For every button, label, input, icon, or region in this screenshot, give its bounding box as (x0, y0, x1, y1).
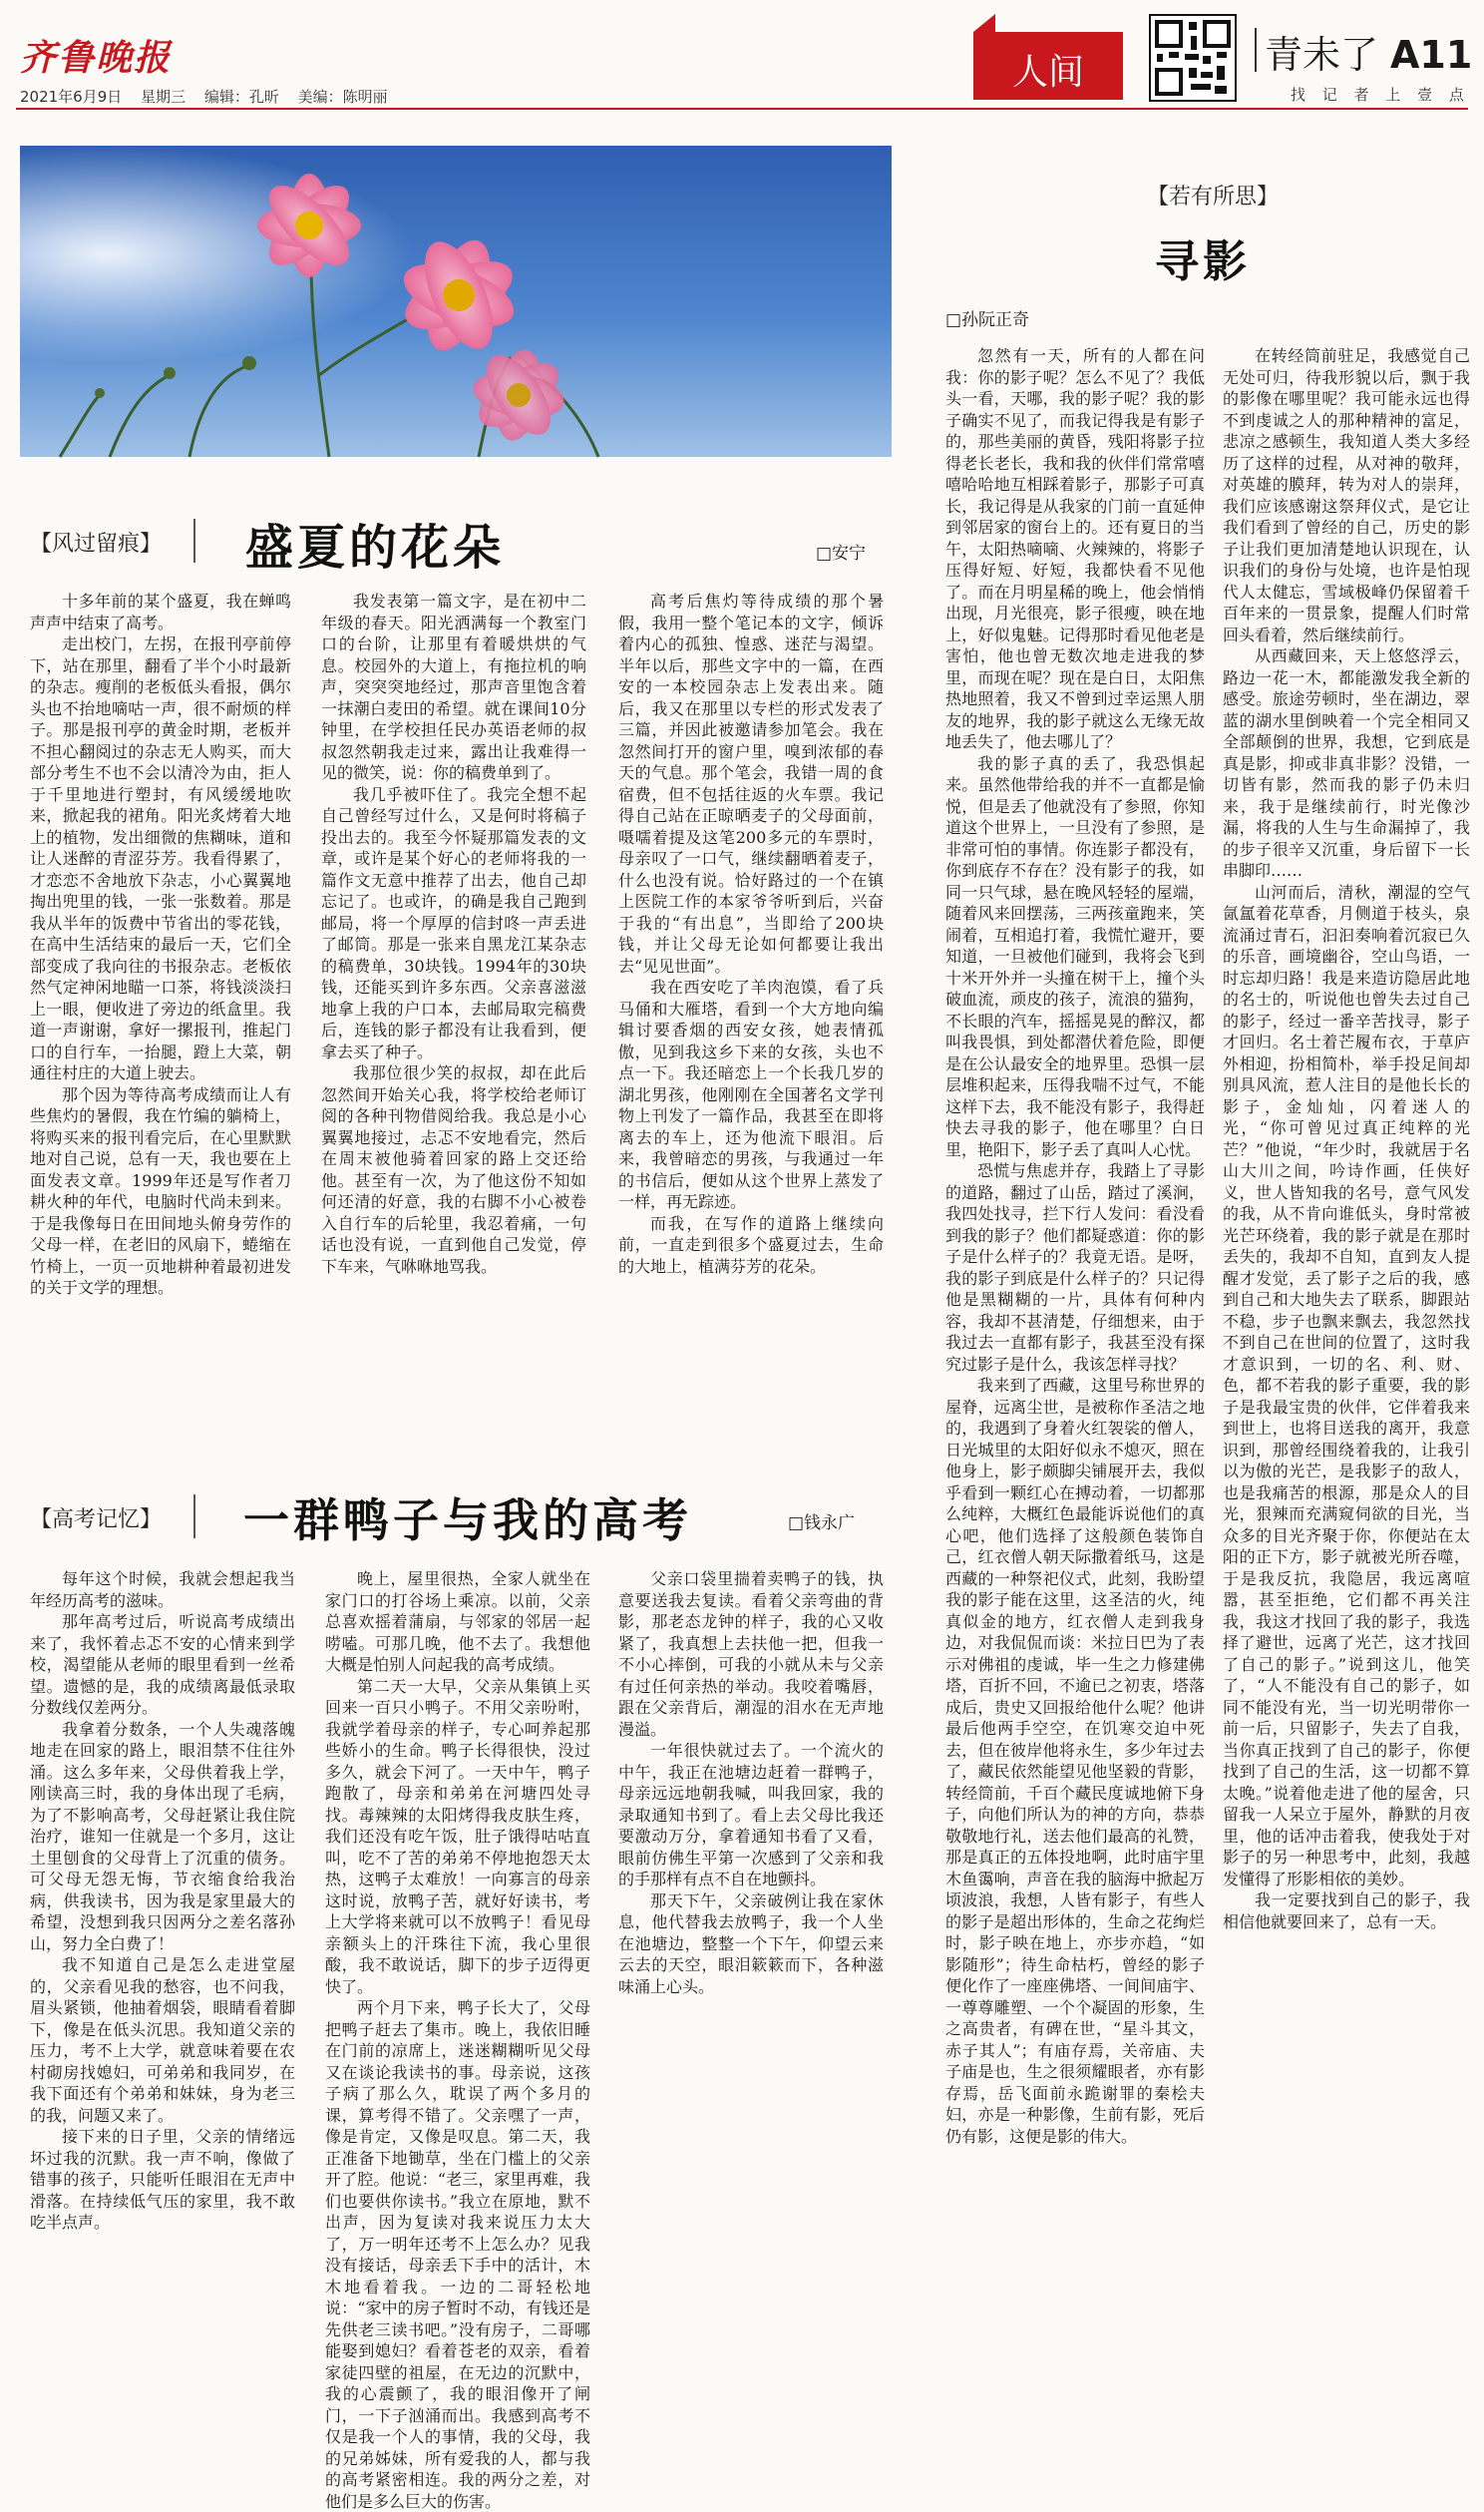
supplement-name: 青未了 (1265, 33, 1379, 77)
article-2-body-col-3: 父亲口袋里揣着卖鸭子的钱，执意要送我去复读。看着父亲弯曲的背影，那老态龙钟的样子，我的心又收紧了，我真想上去扶他一把，但我一不小心摔倒，可我的小就从未与父亲有过任何亲热的举动。我咬着嘴唇，跟在父亲背后，潮湿的泪水在无声地漫溢。 一年很快就过去了。一个流火的中午，我正在池塘边赶着一群鸭子，母亲远远地朝我喊，叫我回家，我的录取通知书到了。看上去父母比我还要激动万分，拿着通知书看了又看，眼前仿佛生平第一次感到了父亲和我的手那样有点不自在地颤抖。 那天下午，父亲破例让我在家休息，他代替我去放鸭子，我一个人坐在池塘边，整整一个下午，仰望云来云去的天空，眼泪簌簌而下，各种滋味涌上心头。 (618, 1569, 884, 1996)
designer-credit: 美编：陈明丽 (297, 88, 388, 106)
section-badge (973, 14, 1123, 100)
article-3-body-col-1: 忽然有一天，所有的人都在问我：你的影子呢？怎么不见了？我低头一看，天哪，我的影子呢？我的影子确实不见了，而我记得我是有影子的，那些美丽的黄昏，残阳将影子拉得老长老长，我和我的伙伴们常常嘻嘻哈哈地互相踩着影子，那影子可真长，我记得是从我家的门前一直延伸到邻居家的窗台上的。还有夏日的当午，太阳热嘀嘀、火辣辣的，将影子压得好短、好短，我都快看不见他了。而在月明星稀的晚上，他会悄悄出现，月光很亮，影子很瘦，映在地上，好似鬼魅。记得那时看见他老是害怕，他也曾无数次地走进我的梦里，而现在呢？现在是白日，太阳焦热地照着，我又不曾到过幸运黑人朋友的地界，我的影子就这么无缘无故地丢失了，他去哪儿了？ 我的影子真的丢了，我恐惧起来。虽然他带给我的并不一直都是愉悦，但是丢了他就没有了参照，你知道这个世界上，一旦没有了参照，是非常可怕的事情。你连影子都没有，你到底存不存在？没有影子的我，如同一只气球，悬在晚风轻轻的屋端，随着风来回摆荡，三两孩童跑来，笑闹着，互相追打着，我慌忙避开，要知道，一旦被他们碰到，我将会飞到十米开外并一头撞在树干上，撞个头破血流，顽皮的孩子，流浪的猫狗，不长眼的汽车，摇摇晃晃的醉汉，都叫我畏惧，到处都潜伏着危险，即便是在公认最安全的地界里。恐惧一层层堆积起来，压得我喘不过气，不能这样下去，我不能没有影子，我得赶快去寻我的影子，他在哪里？白日里，艳阳下，影子丢了真叫人心忧。 恐慌与焦虑并存，我踏上了寻影的道路，翻过了山岳，踏过了溪涧，我四处找寻，拦下行人发问：看没看到我的影子？他们都疑惑道：你的影子是什么样子的？我竟无语。是呀，我的影子到底是什么样子的？只记得他是黑糊糊的一片，具体有何种内容，我却不甚清楚，仔细想来，由于我过去一直都有影子，我甚至没有探究过影子是什么，我该怎样寻找？ 我来到了西藏，这里号称世界的屋脊，远离尘世，是被称作圣洁之地的，我遇到了身着火红袈裟的僧人，日光城里的太阳好似永不熄灭，照在他身上，影子颇脚尖铺展开去，我似乎看到一颗红心在搏动着，一切都那么纯粹，大概红色最能诉说他们的真心吧，他们选择了这般颜色装饰自己，红衣僧人朝天际撒着纸马，这是西藏的一种祭祀仪式，此刻，我盼望我的影子能在这里，这圣洁的火，纯真似金的地方，红衣僧人走到我身边，对我侃侃而谈：米拉日巴为了表示对佛祖的虔诚，毕一生之力修建佛塔，百折不回，不逾已之初衷，塔落成后，贵史又回报给他什么呢？他讲最后他两手空空，在饥寒交迫中死去，但在彼岸他将永生，多少年过去了，藏民依然能望见他坚毅的背影，转经筒前，千百个藏民度诚地俯下身子，向他们所认为的神的方向，恭恭敬敬地行礼，送去他们最高的礼赞，那是真正的五体投地啊，此时庙宇里木鱼霭响，声音在我的脑海中掀起万顷波浪，我想，人皆有影子，有些人的影子是超出形体的，生命之花绚烂时，影子映在地上，亦步亦趋，“如影随形”；待生命枯朽，曾经的影子便化作了一座座佛塔、一间间庙宇、一尊尊雕塑、一个个凝固的形象，生之高贵者，有碑在世，“星斗其文，赤子其人”；有庙存焉，关帝庙、夫子庙是也，生之很须耀眼者，亦有影存焉，岳飞面前永跪谢罪的秦桧夫妇，亦是一种影像，生前有影，死后仍有影，这便是影的伟大。 (945, 346, 1205, 2146)
article-2-author: □钱永广 (788, 1513, 856, 1533)
header-separator-2 (193, 1494, 195, 1538)
article-1-title: 盛夏的花朵 (245, 520, 506, 576)
article-1-body-col-1: 十多年前的某个盛夏，我在蝉鸣声声中结束了高考。 走出校门，左拐，在报刊亭前停下，站在那里，翻看了半个小时最新的杂志。瘦削的老板低头看报，偶尔头也不抬地嘀咕一声，很不耐烦的样子。那是报刊亭的黄金时期，老板并不担心翻阅过的杂志无人购买，而大部分考生不也不会以清冷为由，拒人于千里地进行塑封，有风缓缓地吹来，掀起我的裙角。阳光炙烤着大地上的植物，发出细微的焦糊味，道和让人迷醉的青涩芬芳。我看得累了，才恋恋不舍地放下杂志，小心翼翼地掏出兜里的钱，一张一张数着。那是我从半年的饭费中节省出的零花钱，在高中生活结束的最后一天，它们全部变成了我向往的书报杂志。老板依然气定神闲地瞄一口茶，将钱淡淡扫上一眼，便收进了旁边的纸盒里。我道一声谢谢，拿好一摞报刊，推起门口的自行车，一抬腿，蹬上大菜，朝通往村庄的大道上驶去。 那个因为等待高考成绩而让人有些焦灼的暑假，我在竹编的躺椅上，将购买来的报刊看完后，在心里默默地对自己说，总有一天，我也要在上面发表文章。1999年还是写作者刀耕火种的年代，电脑时代尚未到来。于是我像每日在田间地头俯身劳作的父母一样，在老旧的风扇下，蜷缩在竹椅上，一页一页地耕种着最初进发的关于文学的理想。 (30, 592, 291, 1297)
cosmos-flowers-photo (20, 146, 892, 457)
page-number: A11 (1390, 33, 1473, 77)
article-3-author: □孙阮正奇 (945, 310, 1030, 330)
article-1-author: □安宁 (816, 544, 867, 564)
flower (257, 174, 362, 278)
issue-date: 2021年6月9日 (20, 88, 123, 106)
issue-weekday: 星期三 (141, 88, 186, 106)
column-tag-3: 【若有所思】 (1147, 185, 1280, 209)
column-tag-1: 【风过留痕】 (30, 532, 163, 557)
title-divider (1255, 28, 1257, 72)
editor-credit: 编辑：孔昕 (203, 88, 279, 106)
header-rule (16, 108, 1468, 110)
article-3-body-col-2: 在转经筒前驻足，我感觉自己无处可归，待我形貌以后，飘于我的影像在哪里呢？我可能永远也得不到虔诚之人的那种精神的富足，悲凉之感顿生，我知道人类大多经历了这样的过程，从对神的敬拜，对英雄的膜拜，转为对人的崇拜，我们应该感谢这祭拜仪式，是它让我们看到了曾经的自己，历史的影子让我们更加清楚地认识现在，认识我们的身份与处境，也许是怕现代人太健忘，雪域极峰仍保留着千百年来的一贯景象，提醒人们时常回头看着，然后继续前行。 从西藏回来，天上悠悠浮云，路边一花一木，都能激发我全新的感受。旅途劳顿时，坐在湖边，翠蓝的湖水里倒映着一个完全相同又全部颠倒的世界，我想，它到底是真是影，抑或非真非影？没错，一切皆有影，然而我的影子仍未归来，我于是继续前行，时光像沙漏，将我的人生与生命漏掉了，我的步子很辛又沉重，身后留下一长串脚印…… 山河而后，清秋，潮湿的空气氤氲着花草香，月侧道于枝头，泉流涌过青石，汩汩奏响着沉寂已久的乐音，画境幽谷，空山鸟语，一时忘却归路！我是来造访隐居此地的名士的，听说他也曾失去过自己的影子，经过一番辛苦找寻，影子才回归。名士着芒履布衣，于草庐外相迎，扮相简朴，举手投足间却别具风流，惹人注目的是他长长的影子，金灿灿，闪着迷人的光，“你可曾见过真正纯粹的光芒？”他说，“年少时，我就居于名山大川之间，吟诗作画，任侠好义，世人皆知我的名号，意气风发的我，从不肯向谁低头，身时常被光芒环绕着，我的影子就是在那时丢失的，我却不自知，直到友人提醒才发觉，丢了影子之后的我，感到自己和大地失去了联系，脚跟站不稳，步子也飘来飘去，我忽然找不到自己在世间的位置了，这时我才意识到，一切的名、利、财、色，都不若我的影子重要，我的影子是我最宝贵的伙伴，它伴着我来到世上，也将目送我的离开，我意识到，那曾经围绕着我的，让我引以为傲的光芒，是我影子的敌人，也是我痛苦的根源，那是众人的目光，狠辣而充满窥伺欲的目光，当众多的目光齐聚于你，你便站在太阳的正下方，影子就被光所吞噬，于是我反抗，我隐居，我远离喧嚣，甚至拒绝，它们都不再关注我，我这才找回了我的影子，我选择了避世，远离了光芒，这才找回了自己的影子。”说到这儿，他笑了，“人不能没有自己的影子，如同不能没有光，当一切光明带你一前一后，只留影子，失去了自我，当你真正找到了自己的影子，你便找到了自己的生活，这一切都不算太晚。”说着他走进了他的屋舍，只留我一人呆立于屋外，静默的月夜里，他的话冲击着我，使我处于对影子的另一种思考中，此刻，我越发懂得了形影相依的美妙。 我一定要找到自己的影子，我相信他就要回来了，总有一天。 (1223, 346, 1470, 1931)
header-separator-1 (193, 519, 195, 563)
article-2-title: 一群鸭子与我的高考 (243, 1493, 692, 1547)
section-name: 人间 (1011, 52, 1084, 93)
article-2-body-col-2: 晚上，屋里很热，全家人就坐在家门口的打谷场上乘凉。以前，父亲总喜欢摇着蒲扇，与邻家的邻居一起唠嗑。可那几晚，他不去了。我想他大概是怕别人问起我的高考成绩。 第二天一大早，父亲从集镇上买回来一百只小鸭子。不用父亲吩咐，我就学着母亲的样子，专心呵养起那些娇小的生命。鸭子长得很快，没过多久，就会下河了。一天中午，鸭子跑散了，母亲和弟弟在河塘四处寻找。毒辣辣的太阳烤得我皮肤生疼，我们还没有吃午饭，肚子饿得咕咕直叫，吃不了苦的弟弟不停地抱怨天太热，这鸭子太难放！一向寡言的母亲这时说，放鸭子苦，就好好读书，考上大学将来就可以不放鸭子！看见母亲额头上的汗珠往下流，我心里很酸，我不敢说话，脚下的步子迈得更快了。 两个月下来，鸭子长大了，父母把鸭子赶去了集市。晚上，我依旧睡在门前的凉席上，迷迷糊糊听见父母又在谈论我读书的事。母亲说，这孩子病了那么久，耽误了两个多月的课，算考得不错了。父亲嘿了一声，像是肯定，又像是叹息。第二天，我正准备下地锄草，坐在门槛上的父亲开了腔。他说：“老三，家里再难，我们也要供你读书。”我立在原地，默不出声，因为复读对我来说压力太大了，万一明年还考不上怎么办？见我没有接话，母亲丢下手中的活计，木木地看着我。一边的二哥轻松地说：“家中的房子暂时不动，有钱还是先供老三读书吧。”没有房子，二哥哪能娶到媳妇？看着苍老的双亲，看着家徒四壁的祖屋，在无边的沉默中，我的心震颤了，我的眼泪像开了闸门，一下子汹涌而出。我感到高考不仅是我一个人的事情，我的父母，我的兄弟姊妹，所有爱我的人，都与我的高考紧密相连。我的两分之差，对他们是多么巨大的伤害。 (325, 1569, 590, 2511)
reporter-slogan: 找 记 者 上 壹 点 (1291, 86, 1470, 104)
article-1-body-col-2: 我发表第一篇文字，是在初中二年级的春天。阳光洒满每一个教室门口的台阶，让那里有着暖烘烘的气息。校园外的大道上，有拖拉机的响声，突突突地经过，那声音里饱含着一抹潮白麦田的希望。就在课间10分钟里，在学校担任民办英语老师的叔叔忽然朝我走过来，露出让我难得一见的微笑，说：你的稿费单到了。 我几乎被吓住了。我完全想不起自己曾经写过什么，又是何时将稿子投出去的。我至今怀疑那篇发表的文章，或许是某个好心的老师将我的一篇作文无意中推荐了出去，他自己却忘记了。也或许，的确是我自己跑到邮局，将一个厚厚的信封咚一声丢进了邮筒。那是一张来自黑龙江某杂志的稿费单，30块钱。1994年的30块钱，还能买到许多东西。父亲喜滋滋地拿上我的户口本，去邮局取完稿费后，连钱的影子都没有让我看到，便拿去买了种子。 我那位很少笑的叔叔，却在此后忽然间开始关心我，将学校给老师订阅的各种刊物借阅给我。我总是小心翼翼地接过，忐忑不安地看完，然后在周末被他骑着回家的路上交还给他。甚至有一次，为了他这份不知如何还清的好意，我的右脚不小心被卷入自行车的后轮里，我忍着痛，一句话也没有说，一直到他自己发觉，停下车来，气咻咻地骂我。 (321, 592, 586, 1276)
article-1-body-col-3: 高考后焦灼等待成绩的那个暑假，我用一整个笔记本的文字，倾诉着内心的孤独、惶惑、迷茫与渴望。半年以后，那些文字中的一篇，在西安的一本校园杂志上发表出来。随后，我又在那里以专栏的形式发表了三篇，并因此被邀请参加笔会。我在忽然间打开的窗户里，嗅到浓郁的春天的气息。那个笔会，我错一周的食宿费，但不包括往返的火车票。我记得自己站在正晾晒麦子的父母面前，嗫嚅着提及这笔200多元的车票时，母亲叹了一口气，继续翻晒着麦子，什么也没有说。恰好路过的一个在镇上医院工作的本家爷爷听到后，兴奋于我的“有出息”，当即给了200块钱，并让父母无论如何都要让我出去“见见世面”。 我在西安吃了羊肉泡馍，看了兵马俑和大雁塔，看到一个大方地向编辑讨要香烟的西安女孩，她表情孤傲，见到我这乡下来的女孩，头也不点一下。我还暗恋上一个长我几岁的湖北男孩，他刚刚在全国著名文学刊物上刊发了一篇作品，我甚至在即将离去的车上，还为他流下眼泪。后来，我曾暗恋的男孩，与我通过一年的书信后，便如从这个世界上蒸发了一样，再无踪迹。 而我，在写作的道路上继续向前，一直走到很多个盛夏过去，生命的大地上，植满芬芳的花朵。 (618, 592, 884, 1276)
newspaper-logo: 齐鲁晚报 (20, 37, 173, 79)
article-3-title: 寻影 (1155, 236, 1251, 287)
column-tag-2: 【高考记忆】 (30, 1507, 163, 1532)
dateline (20, 86, 402, 107)
page-title (1265, 24, 1472, 79)
qr-code-icon (1149, 14, 1237, 102)
article-2-body-col-1: 每年这个时候，我就会想起我当年经历高考的滋味。 那年高考过后，听说高考成绩出来了，我怀着忐忑不安的心情来到学校，渴望能从老师的眼里看到一丝希望。遗憾的是，我的成绩离最低录取分数线仅差两分。 我拿着分数条，一个人失魂落魄地走在回家的路上，眼泪禁不住往外涌。这么多年来，父母供着我上学，刚读高三时，我的身体出现了毛病，为了不影响高考，父母赶紧让我住院治疗，谁知一住就是一个多月，这让土里刨食的父母背上了沉重的债务。可父母无怨无悔，节衣缩食给我治病，供我读书，因为我是家里最大的希望，没想到我只因两分之差名落孙山，努力全白费了！ 我不知道自己是怎么走进堂屋的，父亲看见我的愁容，也不问我，眉头紧锁，他抽着烟袋，眼睛看着脚下，像是在低头沉思。我知道父亲的压力，考不上大学，就意味着要在农村砌房找媳妇，可弟弟和我同岁，在我下面还有个弟弟和妹妹，身为老三的我，问题又来了。 接下来的日子里，父亲的情绪远坏过我的沉默。我一声不响，像做了错事的孩子，只能听任眼泪在无声中滑落。在持续低气压的家里，我不敢吃半点声。 (30, 1569, 295, 2232)
